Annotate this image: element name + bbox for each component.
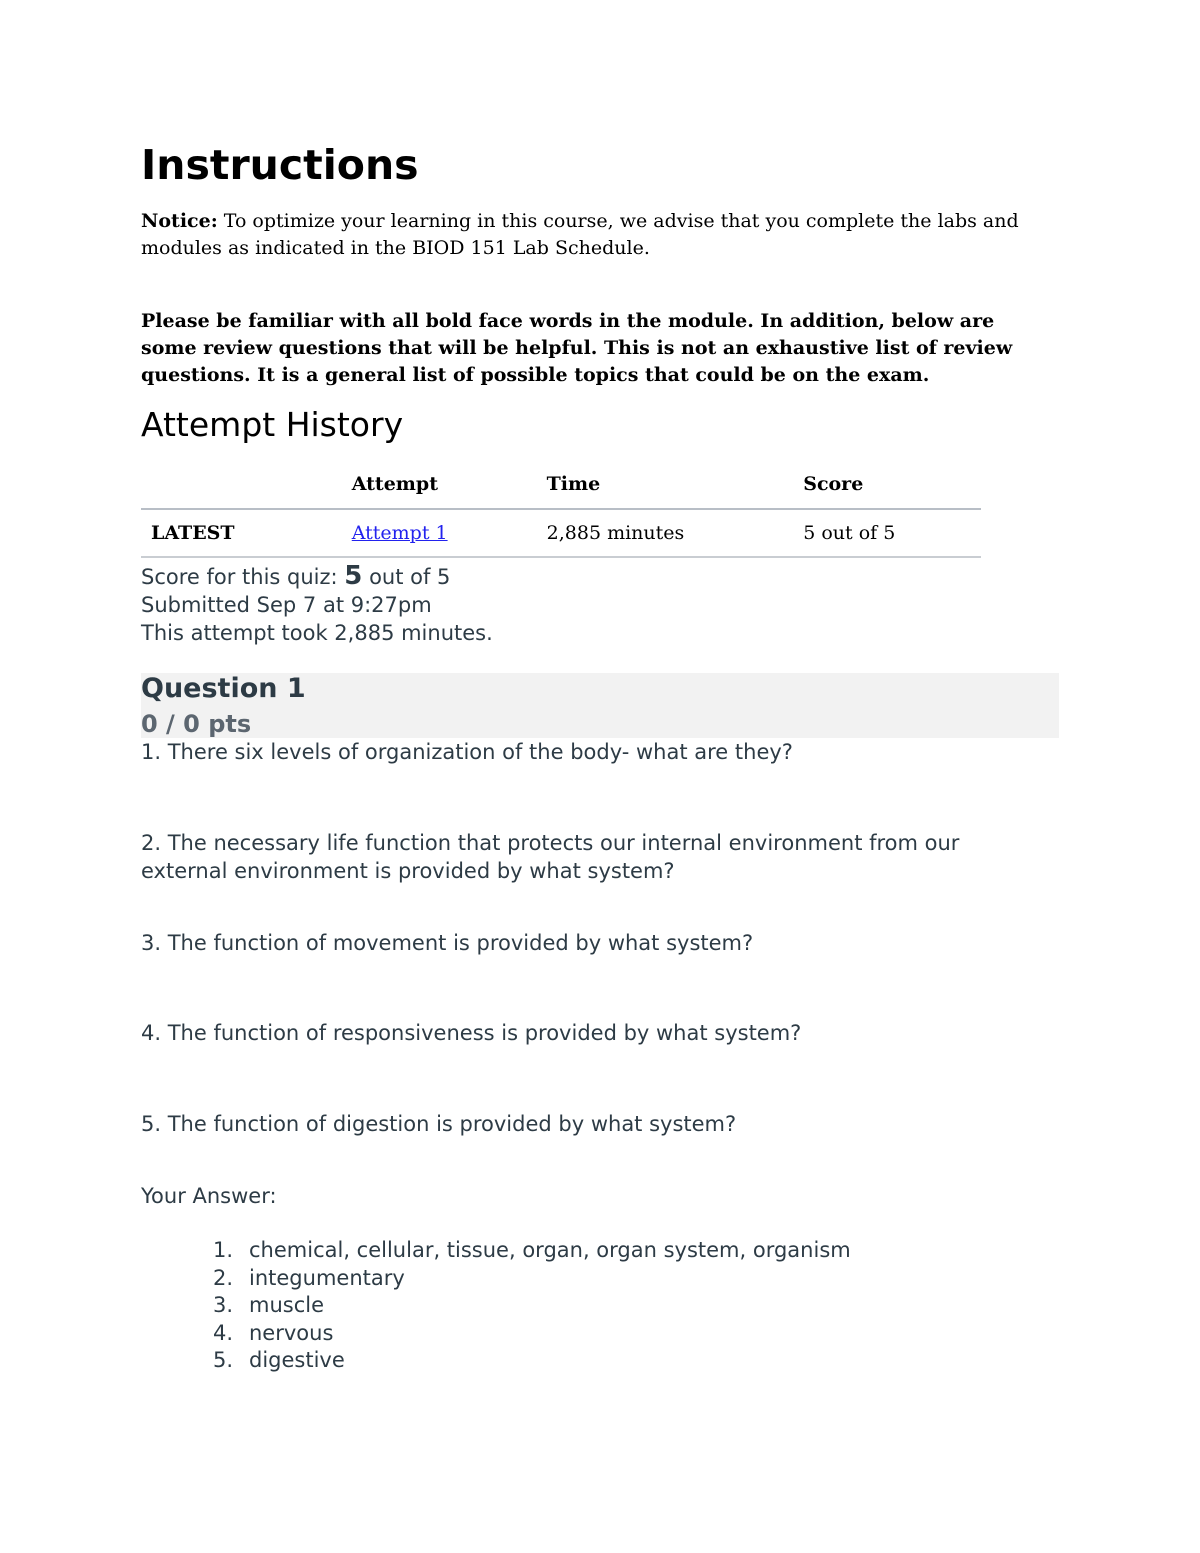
question-item-1: 1. There six levels of organization of the body- what are they? <box>141 740 793 764</box>
answer-text: integumentary <box>249 1265 405 1290</box>
question-points: 0 / 0 pts <box>141 710 252 738</box>
answer-text: digestive <box>249 1348 345 1372</box>
attempt-history-table <box>141 460 981 558</box>
answer-text: nervous <box>249 1320 334 1345</box>
attempt-cell <box>352 509 547 557</box>
score-cell: 5 out of 5 <box>803 509 981 557</box>
quiz-summary <box>141 562 493 647</box>
question-title: Question 1 <box>141 673 306 704</box>
score-suffix: out of 5 <box>362 565 451 589</box>
table-row <box>141 509 981 557</box>
list-item: 5. digestive <box>213 1348 345 1372</box>
notice-text: To optimize your learning in this course, we advise that you complete the labs and modules as indicated in the BIOD 151 Lab Schedule. <box>141 210 1019 259</box>
question-item-3: 3. The function of movement is provided by what system? <box>141 931 754 955</box>
time-cell: 2,885 minutes <box>547 509 804 557</box>
question-item-4: 4. The function of responsiveness is provided by what system? <box>141 1021 802 1045</box>
your-answer-label: Your Answer: <box>141 1184 277 1208</box>
instructions-heading: Instructions <box>141 141 419 189</box>
list-item: 2. integumentary <box>213 1265 405 1290</box>
duration-line: This attempt took 2,885 minutes. <box>141 621 493 645</box>
table-header-row <box>141 460 981 509</box>
column-header-attempt: Attempt <box>352 460 547 509</box>
notice-label: Notice: <box>141 210 218 232</box>
answer-list <box>141 1237 851 1375</box>
column-header-time: Time <box>547 460 804 509</box>
list-item: 3. muscle <box>213 1293 325 1317</box>
list-item: 4. nervous <box>213 1320 334 1345</box>
notice-paragraph <box>141 208 1041 262</box>
question-item-2: 2. The necessary life function that protects our internal environment from our external environment is provided by what system? <box>141 831 960 883</box>
attempt-history-heading: Attempt History <box>141 405 404 444</box>
review-note-paragraph: Please be familiar with all bold face words in the module. In addition, below are some review questions that will be helpful. This is not an exhaustive list of review questions. It is a general list of possible topics that could be on the exam. <box>141 310 1013 386</box>
column-header-blank <box>141 460 352 509</box>
score-value: 5 <box>344 561 363 591</box>
quiz-score-line <box>141 562 493 591</box>
answer-text: muscle <box>249 1293 325 1317</box>
column-header-score: Score <box>803 460 981 509</box>
attempt-1-link[interactable]: Attempt 1 <box>351 522 448 544</box>
answer-text: chemical, cellular, tissue, organ, organ system, organism <box>249 1238 851 1262</box>
list-item: 1. chemical, cellular, tissue, organ, organ system, organism <box>213 1238 851 1262</box>
submitted-line: Submitted Sep 7 at 9:27pm <box>141 593 432 617</box>
score-prefix: Score for this quiz: <box>141 565 345 589</box>
question-item-5: 5. The function of digestion is provided by what system? <box>141 1112 737 1136</box>
latest-label: LATEST <box>141 509 352 557</box>
